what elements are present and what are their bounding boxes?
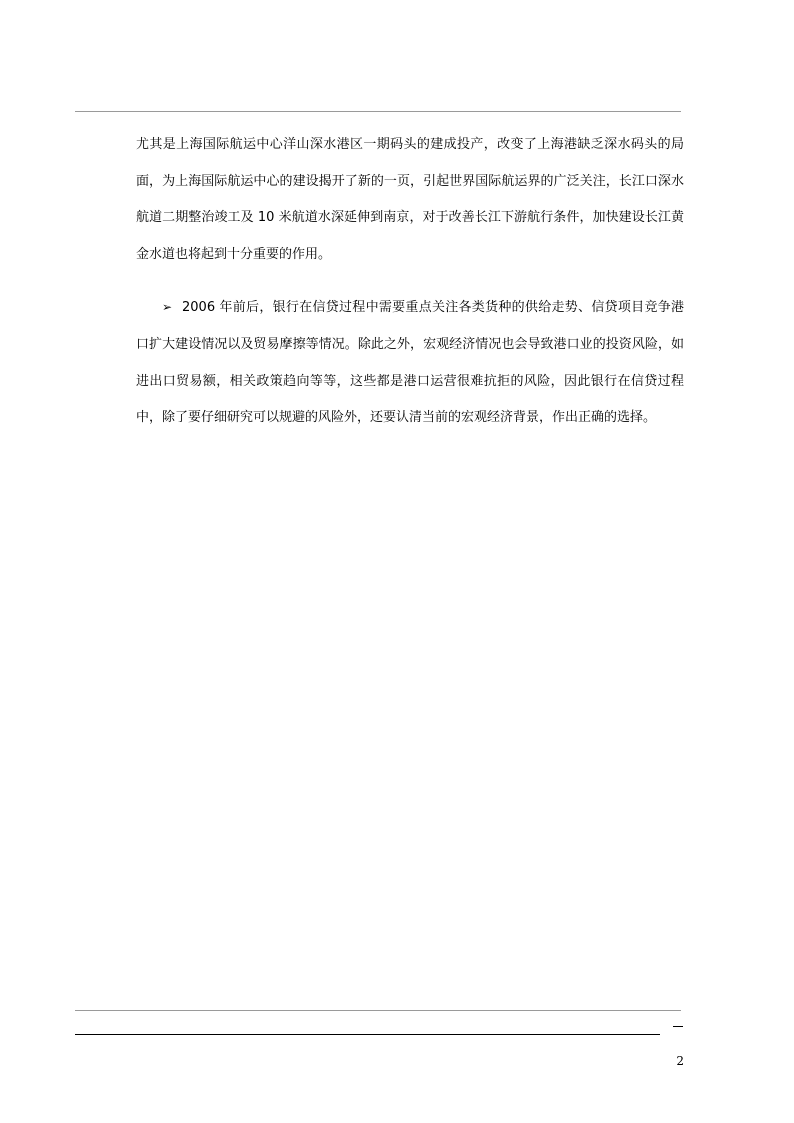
footer-divider <box>75 1034 660 1035</box>
footer-dash <box>673 1026 683 1027</box>
footer-divider-top <box>75 1010 681 1011</box>
document-body <box>136 127 684 437</box>
bullet-paragraph-text: 2006 年前后，银行在信贷过程中需要重点关注各类货种的供给走势、信贷项目竞争港口扩大建设情况以及贸易摩擦等情况。除此之外，宏观经济情况也会导致港口业的投资风险，如进出口贸易额，相关政策趋向等等，这些都是港口运营很难抗拒的风险，因此银行在信贷过程中，除了要仔细研究可以规避的风险外，还要认清当前的宏观经济背景，作出正确的选择。 <box>136 300 684 426</box>
paragraph-shipping-center: 尤其是上海国际航运中心洋山深水港区一期码头的建成投产，改变了上海港缺乏深水码头的局面，为上海国际航运中心的建设揭开了新的一页，引起世界国际航运界的广泛关注，长江口深水航道二期整治竣工及 10 米航道水深延伸到南京，对于改善长江下游航行条件，加快建设长江黄金水道也将起到十分重要的作用。 <box>136 137 684 262</box>
bullet-paragraph-credit-risk <box>136 289 684 436</box>
page-number: 2 <box>676 1054 684 1068</box>
header-divider <box>75 111 681 112</box>
arrow-bullet-icon: ➢ <box>162 300 173 315</box>
